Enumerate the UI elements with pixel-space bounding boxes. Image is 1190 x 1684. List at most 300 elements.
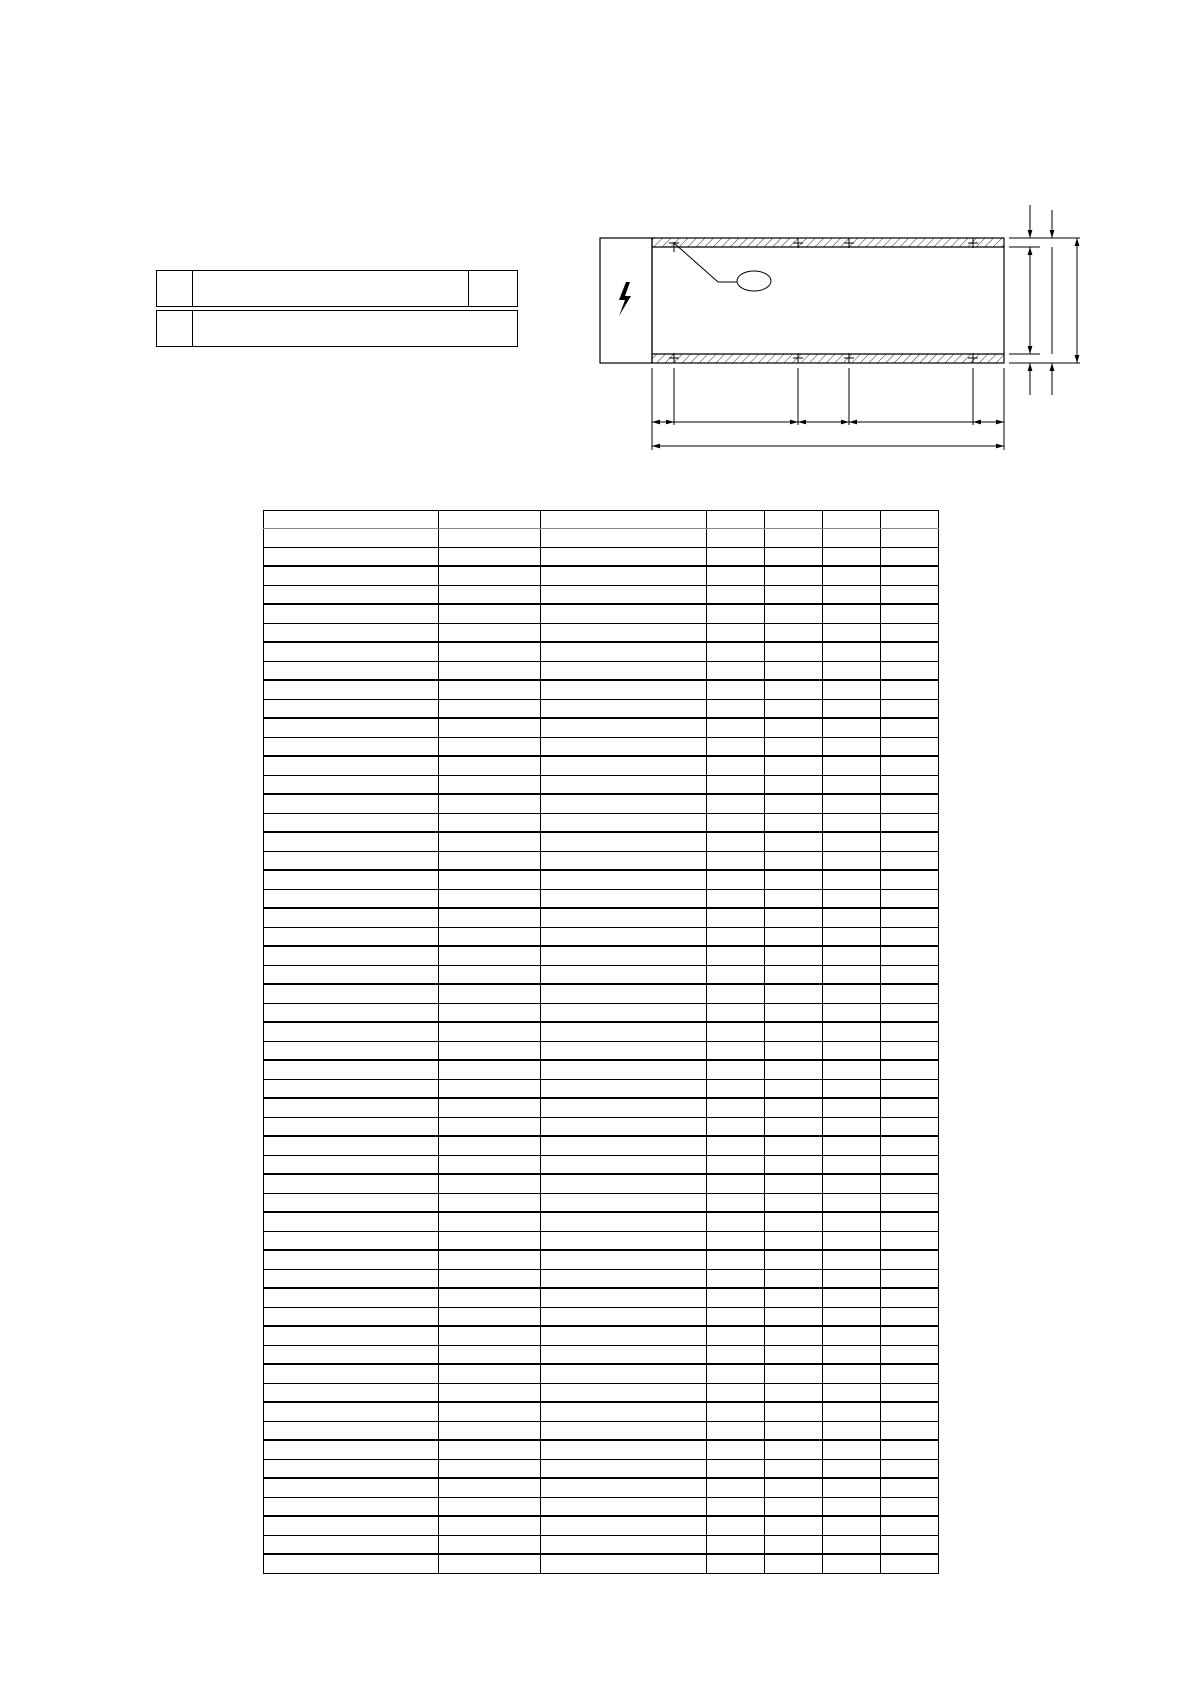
table-cell [881,1003,939,1022]
table-cell [264,642,439,661]
technical-drawing [590,200,1090,460]
table-cell [541,984,707,1003]
table-cell [881,813,939,832]
table-cell [765,1155,823,1174]
table-row [264,680,939,699]
table-cell [264,1231,439,1250]
table-cell [765,604,823,623]
table-row [264,851,939,870]
table-cell [881,756,939,775]
table-cell [439,756,541,775]
table-cell [707,1117,765,1136]
table-cell [264,851,439,870]
table-row [264,1497,939,1516]
table-cell [264,946,439,965]
table-cell [541,1212,707,1231]
table-row [264,585,939,604]
table-cell [765,1079,823,1098]
table-cell [439,718,541,737]
table-cell [765,699,823,718]
table-cell [881,1022,939,1041]
table-cell [541,718,707,737]
table-cell [541,1307,707,1326]
table-cell [707,813,765,832]
table-cell [439,832,541,851]
table-cell [707,1535,765,1554]
table-cell [707,1421,765,1440]
table-cell [439,1497,541,1516]
table-cell [765,1288,823,1307]
table-cell [765,1459,823,1478]
table-cell [823,756,881,775]
table-cell [707,870,765,889]
table-cell [765,965,823,984]
table-cell [707,1497,765,1516]
table-cell [881,794,939,813]
table-cell [264,1554,439,1573]
table-cell [707,1060,765,1079]
table-row [264,1250,939,1269]
table-row [264,984,939,1003]
table-cell [439,680,541,699]
table-row [264,1174,939,1193]
table-cell [881,1345,939,1364]
table-cell [881,699,939,718]
table-cell [264,1288,439,1307]
table-cell [881,889,939,908]
table-cell [765,680,823,699]
table-cell [264,775,439,794]
table-cell [823,908,881,927]
table-row [264,1516,939,1535]
table-cell [765,661,823,680]
form-table [263,510,939,1574]
table-row [264,1440,939,1459]
table-cell [264,1136,439,1155]
tube-wall-top [652,238,1004,247]
table-cell [765,756,823,775]
table-cell [765,1364,823,1383]
table-cell [765,946,823,965]
table-row [264,870,939,889]
table-cell [881,1383,939,1402]
table-row [264,908,939,927]
table-cell [881,1174,939,1193]
table-cell [823,529,881,548]
table-cell [823,1440,881,1459]
table-cell [881,1269,939,1288]
table-row [264,547,939,566]
table-cell [264,529,439,548]
table-cell [881,1421,939,1440]
table-row [264,775,939,794]
table-row [264,1022,939,1041]
table-cell [765,984,823,1003]
table-cell [823,813,881,832]
table-cell [765,718,823,737]
table-cell [264,604,439,623]
table-cell [707,832,765,851]
table-cell [264,1307,439,1326]
table-cell [264,1459,439,1478]
table-cell [264,511,439,529]
table-cell [439,1193,541,1212]
table-cell [707,1079,765,1098]
table-cell [264,1383,439,1402]
table-cell [439,547,541,566]
table-cell [707,1212,765,1231]
table-cell [823,832,881,851]
table-cell [881,1497,939,1516]
table-cell [823,1136,881,1155]
table-cell [439,813,541,832]
table-cell [881,851,939,870]
table-row [264,566,939,585]
table-cell [823,566,881,585]
table-cell [881,927,939,946]
table-cell [765,1535,823,1554]
table-cell [264,1326,439,1345]
table-cell [264,1022,439,1041]
table-cell [264,908,439,927]
table-cell [881,1535,939,1554]
table-cell [264,832,439,851]
table-row [264,529,939,548]
table-cell [439,1041,541,1060]
table-row [264,1364,939,1383]
table-cell [264,870,439,889]
table-row [264,1003,939,1022]
table-cell [541,927,707,946]
tube-body [652,238,1004,363]
table-cell [541,1174,707,1193]
table-cell [541,946,707,965]
table-cell [541,832,707,851]
table-cell [541,756,707,775]
table-cell [823,1212,881,1231]
table-cell [765,737,823,756]
table-cell [264,1060,439,1079]
table-cell [823,1117,881,1136]
table-cell [881,1041,939,1060]
table-cell [439,1459,541,1478]
table-cell [541,1022,707,1041]
table-cell [881,547,939,566]
table-cell [765,889,823,908]
table-cell [881,1098,939,1117]
table-cell [439,1402,541,1421]
table-cell [765,813,823,832]
table-cell [264,1440,439,1459]
table-cell [823,1003,881,1022]
table-cell [707,1402,765,1421]
table-cell [439,1364,541,1383]
table-cell [823,1326,881,1345]
table-cell [541,1060,707,1079]
table-cell [541,1288,707,1307]
table-row [264,1155,939,1174]
table-cell [881,1440,939,1459]
table-row [264,737,939,756]
table-cell [264,1174,439,1193]
table-row [264,1231,939,1250]
table-cell [264,1003,439,1022]
table-cell [707,889,765,908]
table-cell [823,1535,881,1554]
table-cell [707,794,765,813]
table-cell [881,1231,939,1250]
table-cell [765,1022,823,1041]
table-cell [765,1440,823,1459]
table-cell [541,1554,707,1573]
table-cell [823,1554,881,1573]
table-cell [439,1250,541,1269]
table-cell [765,1250,823,1269]
table-row [264,1136,939,1155]
table-cell [881,1117,939,1136]
table-cell [765,1497,823,1516]
table-row [264,699,939,718]
table-cell [707,1250,765,1269]
table-cell [439,1022,541,1041]
table-cell [881,1060,939,1079]
table-cell [439,1079,541,1098]
table-cell [707,984,765,1003]
table-cell [823,661,881,680]
table-cell [541,547,707,566]
table-cell [439,1383,541,1402]
table-cell [264,547,439,566]
table-cell [439,1307,541,1326]
table-cell [541,794,707,813]
table-cell [823,1402,881,1421]
table-cell [264,1098,439,1117]
table-cell [881,1516,939,1535]
table-row [264,1345,939,1364]
table-cell [264,737,439,756]
table-row [264,1117,939,1136]
table-cell [439,1345,541,1364]
table-cell [541,1136,707,1155]
table-cell [823,1478,881,1497]
table-cell [439,1421,541,1440]
table-cell [823,623,881,642]
table-cell [823,1459,881,1478]
table-cell [264,1478,439,1497]
table-cell [823,1288,881,1307]
table-cell [765,1136,823,1155]
table-cell [765,1212,823,1231]
table-cell [541,680,707,699]
table-cell [823,737,881,756]
table-cell [765,1117,823,1136]
table-cell [881,1402,939,1421]
vertical-dimensions [1009,205,1080,395]
table-cell [541,1497,707,1516]
table-cell [541,1079,707,1098]
table-cell [439,566,541,585]
table-cell [707,775,765,794]
table-row [264,1478,939,1497]
table-cell [541,566,707,585]
table-cell [765,927,823,946]
table-cell [823,851,881,870]
table-row [264,832,939,851]
table-cell [765,794,823,813]
table-cell [823,1421,881,1440]
table-cell [541,737,707,756]
table-cell [823,1079,881,1098]
table-cell [881,1364,939,1383]
table-cell [541,965,707,984]
table-cell [541,1269,707,1288]
table-cell [264,1497,439,1516]
table-cell [439,1174,541,1193]
table-cell [264,889,439,908]
table-cell [541,1478,707,1497]
table-cell [707,529,765,548]
table-cell [264,566,439,585]
table-cell [439,1117,541,1136]
table-row [264,794,939,813]
table-cell [765,1060,823,1079]
table-cell [264,927,439,946]
table-cell [823,870,881,889]
table-cell [881,566,939,585]
table-cell [439,1212,541,1231]
table-cell [823,775,881,794]
table-cell [264,1364,439,1383]
table-row [264,1079,939,1098]
table-cell [541,1155,707,1174]
table-cell [541,1231,707,1250]
table-cell [541,1345,707,1364]
table-cell [707,1345,765,1364]
table-cell [264,1117,439,1136]
table-cell [439,1155,541,1174]
table-cell [823,1060,881,1079]
mark-crosses [669,238,978,363]
table-cell [541,1041,707,1060]
table-cell [823,1345,881,1364]
table-cell [765,832,823,851]
table-cell [765,1231,823,1250]
table-cell [439,604,541,623]
table-cell [707,737,765,756]
table-row [264,1212,939,1231]
table-cell [823,1497,881,1516]
table-cell [881,511,939,529]
table-cell [439,1288,541,1307]
table-cell [765,623,823,642]
table-cell [439,965,541,984]
table-cell [541,1117,707,1136]
table-cell [707,1516,765,1535]
table-cell [765,1174,823,1193]
table-cell [439,870,541,889]
table-cell [823,946,881,965]
table-cell [439,1003,541,1022]
table-cell [541,623,707,642]
table-cell [439,1136,541,1155]
table-cell [765,1307,823,1326]
table-cell [264,1421,439,1440]
table-row [264,1554,939,1573]
table-cell [881,908,939,927]
callout [674,243,771,291]
table-cell [881,585,939,604]
table-cell [765,1421,823,1440]
table-cell [823,927,881,946]
table-cell [823,1193,881,1212]
table-cell [765,1098,823,1117]
table-cell [765,870,823,889]
table-cell [264,1402,439,1421]
table-cell [264,1516,439,1535]
table-cell [823,1516,881,1535]
table-cell [264,699,439,718]
table-row [264,642,939,661]
table-cell [541,1364,707,1383]
table-cell [439,794,541,813]
table-cell [439,585,541,604]
table-cell [439,642,541,661]
table-cell [264,813,439,832]
table-cell [439,889,541,908]
table-cell [439,1060,541,1079]
table-cell [707,566,765,585]
table-cell [823,1364,881,1383]
table-cell [264,1250,439,1269]
table-cell [264,585,439,604]
table-cell [707,1022,765,1041]
table-cell [439,1326,541,1345]
table-cell [541,1421,707,1440]
form-table-wrap [263,510,939,1574]
table-cell [823,1269,881,1288]
table-cell [765,775,823,794]
table-cell [264,794,439,813]
table-cell [439,1554,541,1573]
table-cell [707,851,765,870]
table-cell [765,1193,823,1212]
table-cell [707,1155,765,1174]
table-cell [439,984,541,1003]
table-cell [439,851,541,870]
table-cell [707,1554,765,1573]
table-cell [765,1345,823,1364]
table-cell [264,1535,439,1554]
table-cell [881,1288,939,1307]
table-row [264,1193,939,1212]
table-cell [765,1269,823,1288]
table-row [264,1421,939,1440]
table-cell [264,965,439,984]
table-cell [707,680,765,699]
table-cell [707,1288,765,1307]
table-cell [823,585,881,604]
table-cell [439,1231,541,1250]
table-cell [707,642,765,661]
table-cell [264,1041,439,1060]
table-cell [707,1440,765,1459]
table-cell [881,984,939,1003]
table-cell [823,511,881,529]
table-cell [541,870,707,889]
table-cell [439,1478,541,1497]
table-cell [439,1440,541,1459]
table-cell [541,1516,707,1535]
